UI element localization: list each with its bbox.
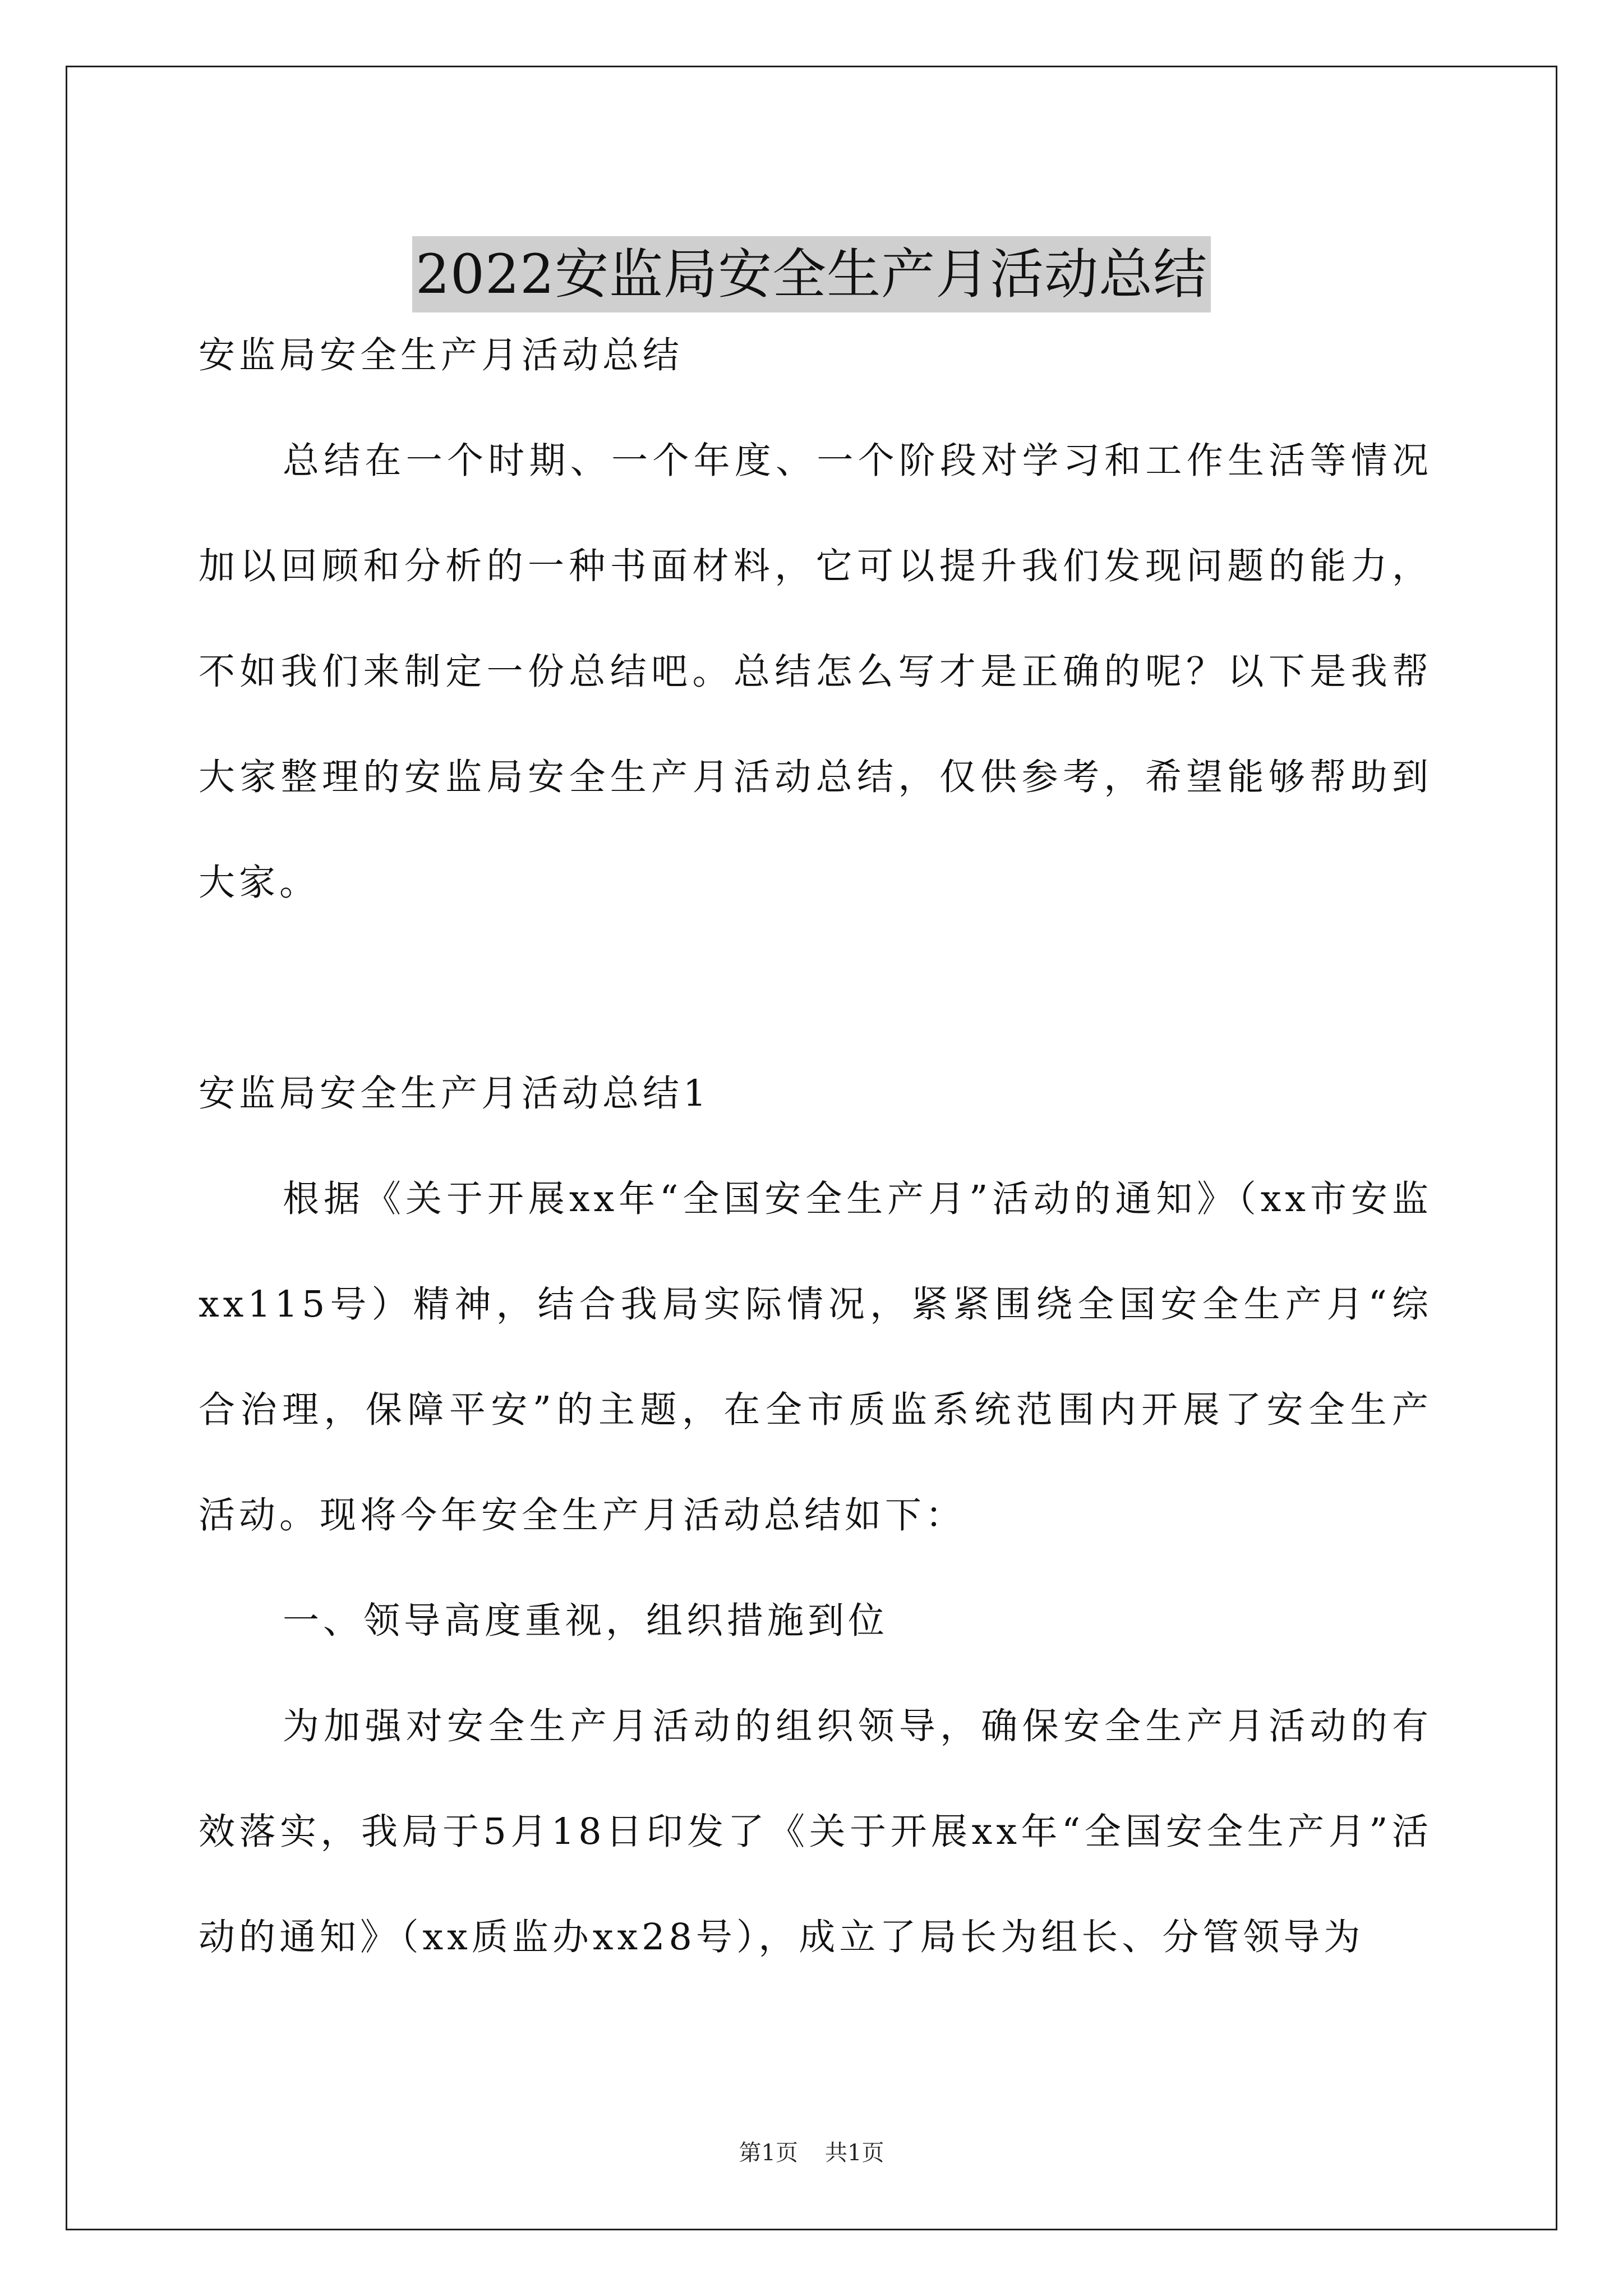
point-paragraph: 为加强对安全生产月活动的组织领导，确保安全生产月活动的有效落实，我局于5月18日印发了《关于开展xx年“全国安全生产月”活动的通知》（xx质监办xx28号），成立了局长为组长、分管领导为 <box>199 1705 1432 1958</box>
section-paragraph: 根据《关于开展xx年“全国安全生产月”活动的通知》（xx市安监xx115号）精神，结合我局实际情况，紧紧围绕全国安全生产月“综合治理，保障平安”的主题，在全市质监系统范围内开展了安全生产活动。现将今年安全生产月活动总结如下： <box>199 1178 1432 1536</box>
blank-line <box>199 936 1432 1041</box>
document-body <box>199 303 1432 1990</box>
page-footer <box>0 2137 1623 2169</box>
intro-paragraph: 总结在一个时期、一个年度、一个阶段对学习和工作生活等情况加以回顾和分析的一种书面材料，它可以提升我们发现问题的能力，不如我们来制定一份总结吧。总结怎么写才是正确的呢？以下是我帮大家整理的安监局安全生产月活动总结，仅供参考，希望能够帮助到大家。 <box>199 440 1432 904</box>
page-total: 共1页 <box>825 2140 884 2166</box>
page-number: 第1页 <box>739 2140 798 2166</box>
point-heading: 一、领导高度重视，组织措施到位 <box>283 1600 889 1642</box>
document-subtitle: 安监局安全生产月活动总结 <box>199 334 684 376</box>
section-heading: 安监局安全生产月活动总结1 <box>199 1073 711 1115</box>
document-title: 2022安监局安全生产月活动总结 <box>412 236 1211 312</box>
